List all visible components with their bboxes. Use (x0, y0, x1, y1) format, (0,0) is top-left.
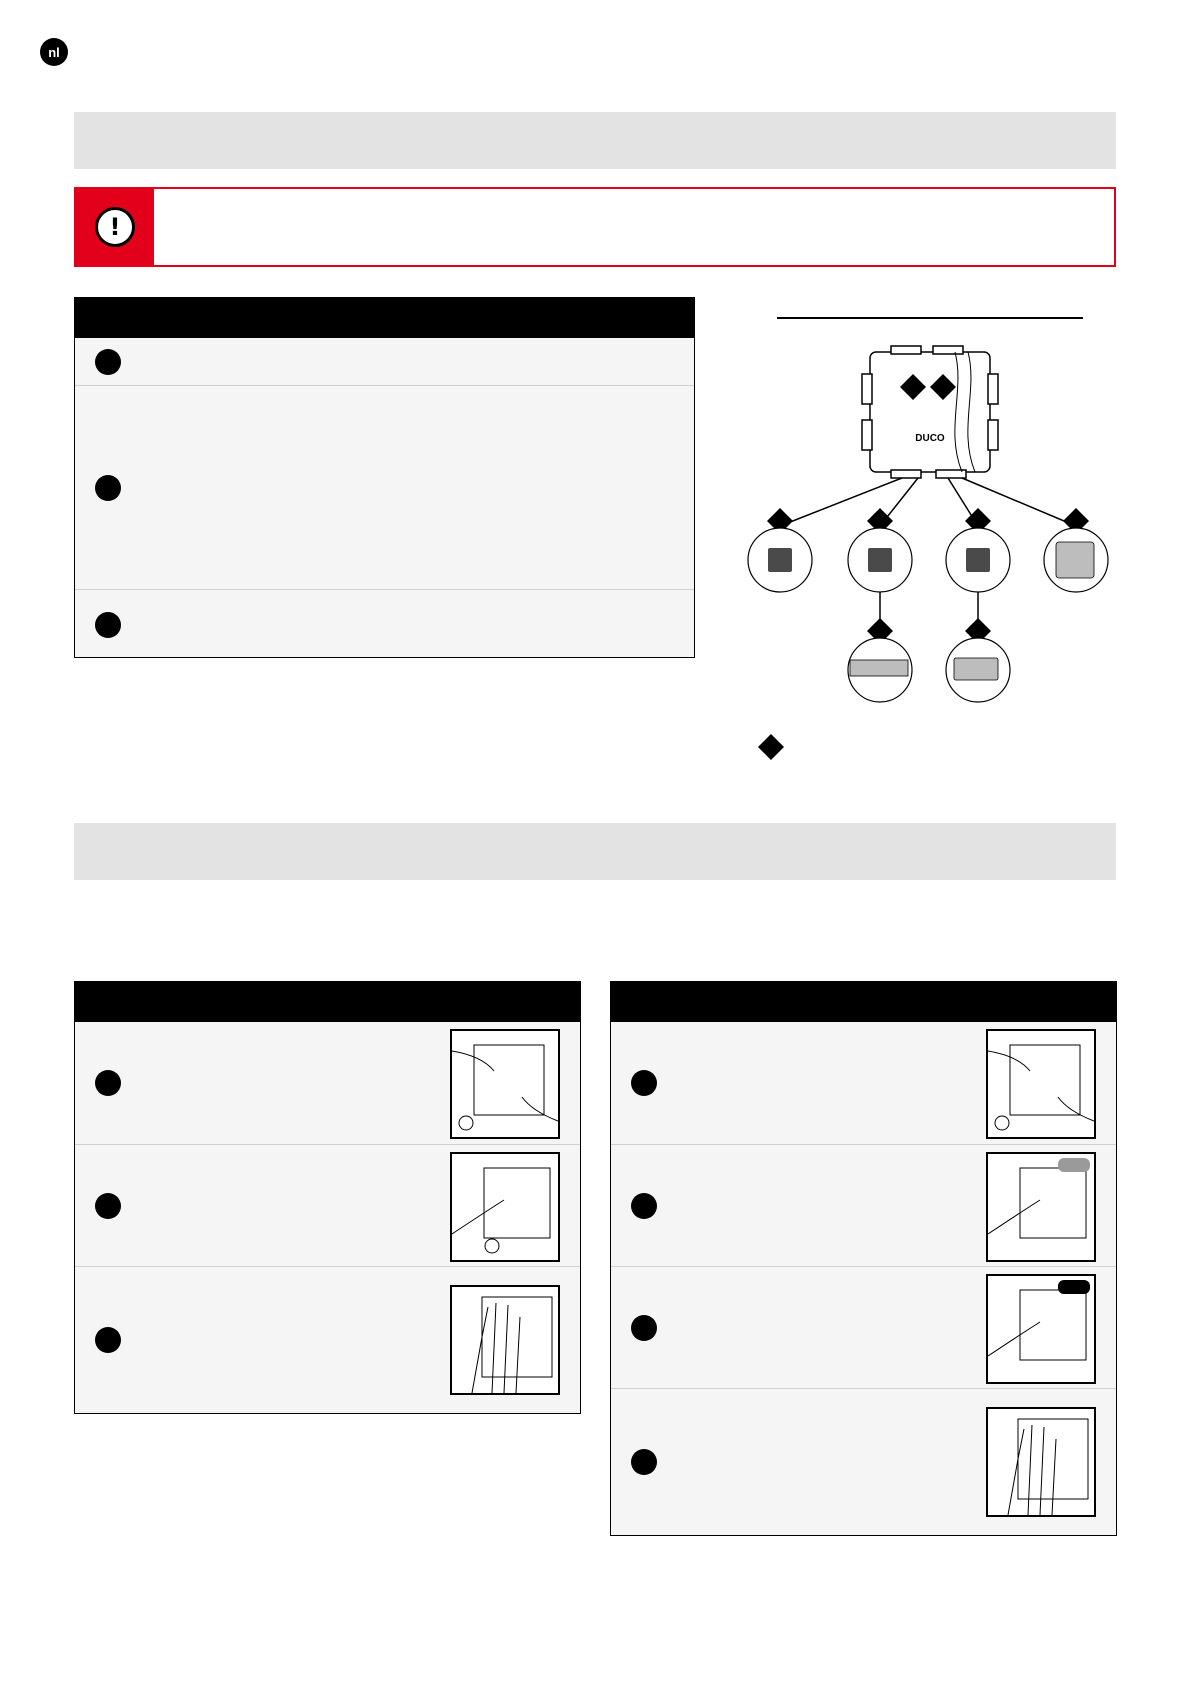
connector-top-left (891, 346, 921, 354)
step-illustration (986, 1274, 1096, 1384)
legend-diamond-marker (758, 734, 784, 760)
hand-icon (988, 1276, 1094, 1382)
step-number-marker (95, 1193, 121, 1219)
connector-left-1 (862, 374, 872, 404)
connector-top-right (933, 346, 963, 354)
section-title-band-1 (74, 112, 1116, 169)
section-title-band-2 (74, 823, 1116, 880)
system-diagram (740, 330, 1120, 760)
hand-icon (452, 1154, 558, 1260)
procedure-table-left (74, 981, 581, 1414)
connector-bottom-left (891, 470, 921, 478)
warning-notice (74, 187, 1116, 267)
table-header (611, 982, 1116, 1022)
stopwatch-icon (995, 1116, 1009, 1130)
step-illustration (986, 1152, 1096, 1262)
table-header (75, 982, 580, 1022)
stopwatch-icon (459, 1116, 473, 1130)
exclamation-circle-icon: ! (95, 207, 135, 247)
hand-icon (452, 1287, 558, 1393)
step-illustration (986, 1029, 1096, 1139)
table-row (75, 589, 694, 657)
step-number-marker (95, 1070, 121, 1096)
hand-icon (988, 1409, 1094, 1515)
step-number-marker (95, 349, 121, 375)
status-indicator-black (1058, 1280, 1090, 1294)
ventilation-unit-box (870, 352, 990, 472)
step-illustration (986, 1407, 1096, 1517)
table-row (611, 1388, 1116, 1536)
table-row (611, 1022, 1116, 1144)
step-number-marker (631, 1070, 657, 1096)
warning-icon-cell (76, 189, 154, 265)
step-number-marker (95, 1327, 121, 1353)
step-number-marker (631, 1315, 657, 1341)
connector-left-2 (862, 420, 872, 450)
connector-right-1 (988, 374, 998, 404)
connector-right-2 (988, 420, 998, 450)
hand-icon (988, 1154, 1094, 1260)
step-number-marker (95, 612, 121, 638)
table-row (75, 338, 694, 385)
table-row (611, 1144, 1116, 1266)
table-header (75, 298, 694, 338)
hand-icon (452, 1031, 558, 1137)
step-number-marker (95, 475, 121, 501)
procedure-table-right (610, 981, 1117, 1536)
step-illustration (450, 1152, 560, 1262)
table-row (75, 1266, 580, 1414)
table-row (75, 385, 694, 589)
step-illustration (450, 1285, 560, 1395)
table-row (611, 1266, 1116, 1388)
stopwatch-icon (485, 1239, 499, 1253)
language-badge (40, 38, 68, 66)
step-number-marker (631, 1449, 657, 1475)
unit-brand-label: DUCO (915, 433, 945, 444)
diagram-title-underline (777, 317, 1083, 319)
table-row (75, 1144, 580, 1266)
language-code: nl (48, 44, 60, 60)
hand-icon (988, 1031, 1094, 1137)
step-illustration (450, 1029, 560, 1139)
table-row (75, 1022, 580, 1144)
status-indicator-grey (1058, 1158, 1090, 1172)
components-table (74, 297, 695, 658)
step-number-marker (631, 1193, 657, 1219)
